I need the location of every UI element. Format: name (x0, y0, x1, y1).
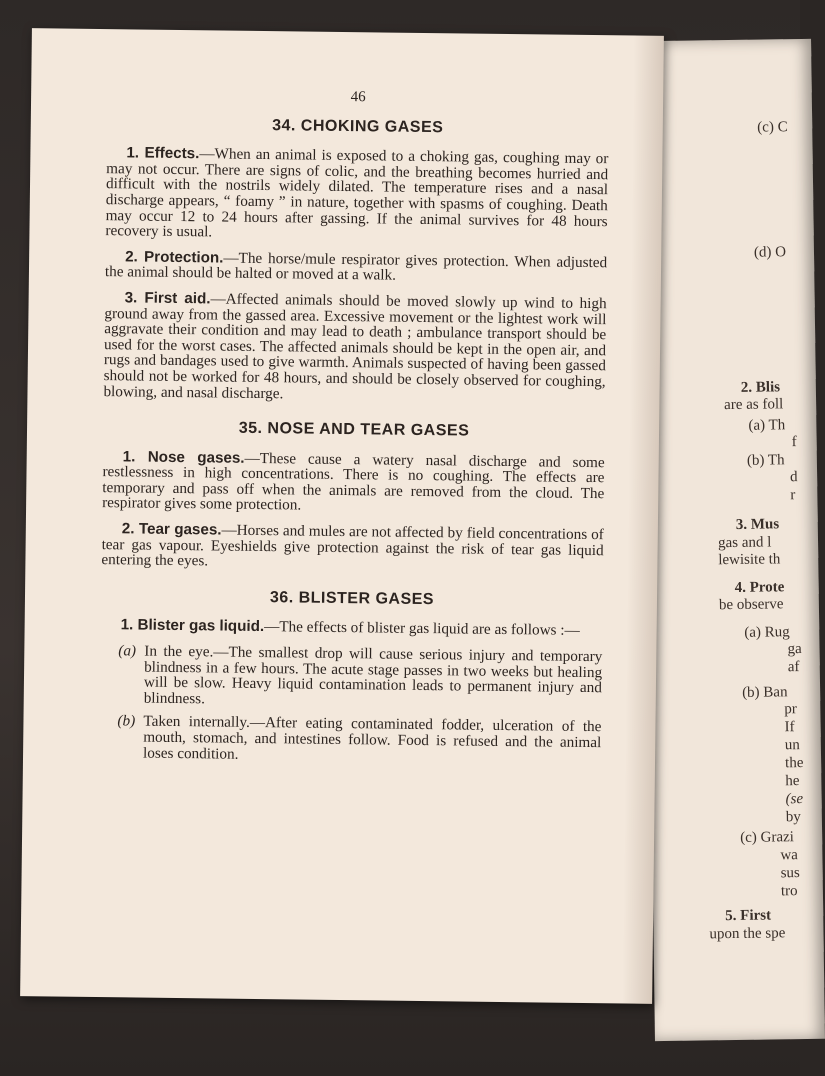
facing-fragment: un (784, 737, 800, 754)
facing-page (641, 39, 825, 1041)
facing-fragment: (d) O (753, 244, 787, 261)
list-item (100, 643, 603, 712)
paragraph-text: —The horse/mule respirator gives protection. When adjusted the animal should be halted or moved at a walk. (104, 249, 608, 284)
facing-fragment: 2. Blis (740, 379, 781, 396)
facing-fragment: by (785, 809, 801, 826)
facing-fragment: gas and l (717, 534, 772, 552)
facing-fragment: (b) Th (746, 452, 785, 469)
facing-fragment: 5. First (725, 907, 772, 925)
facing-fragment: 4. Prote (734, 579, 785, 596)
facing-fragment: (se (785, 791, 804, 808)
list-item-label: (a) (118, 642, 137, 660)
paragraph-tear-gases (101, 521, 604, 574)
facing-fragment: wa (780, 847, 799, 864)
facing-fragment: If (784, 719, 795, 736)
paragraph-effects (105, 145, 608, 245)
facing-fragment: (a) Rug (744, 624, 790, 641)
facing-fragment: d (790, 469, 798, 486)
facing-fragment: he (785, 773, 800, 790)
facing-fragment: be observe (718, 596, 784, 614)
list-item (99, 713, 602, 766)
paragraph-nose-gases (102, 449, 605, 518)
facing-fragment: (a) Th (748, 417, 786, 434)
list-item-text: In the eye.—The smallest drop will cause serious injury and temporary blindness in a few hours. The acute stage passes in two weeks but healing will be slow. Heavy liquid contamination leads to permanent injury and blindness. (143, 642, 603, 708)
paragraph-lead: 2. Protection. (125, 248, 224, 267)
section-heading-nose-tear-gases: 35. NOSE AND TEAR GASES (238, 419, 470, 440)
paragraph-text: —Affected animals should be moved slowly up wind to high ground away from the gassed area. Excessive movement or the lightest work will aggravate their condition and may lead to death ; ambulance transport should be used for the worst cases. The affected animals should be kept in the open air, and rugs and bandages used to give warmth. Animals suspected of having been gassed should not be worked for 48 hours, and should be closely observed for coughing, blowing, and nasal discharge. (103, 290, 607, 402)
section-heading-blister-gases: 36. BLISTER GASES (269, 588, 435, 608)
list-item-label: (b) (117, 712, 136, 730)
paragraph-protection (105, 249, 607, 286)
page-number: 46 (350, 89, 366, 106)
facing-fragment: lewisite th (718, 551, 781, 569)
facing-fragment: (c) C (757, 119, 788, 136)
facing-fragment: (c) Grazi (740, 829, 794, 846)
paragraph-text: —These cause a watery nasal discharge and some restlessness in high concentrations. There is no coughing. The effects are temporary and pass off when the animals are removed from the cloud. The respirator gives some protection. (102, 449, 605, 514)
facing-fragment: r (790, 487, 796, 504)
facing-fragment: ga (787, 641, 802, 658)
paragraph-lead: 1. Effects. (126, 144, 200, 163)
facing-fragment: tro (780, 883, 798, 900)
page-content (99, 87, 609, 774)
facing-fragment: af (787, 659, 800, 676)
facing-fragment: sus (780, 865, 800, 882)
facing-fragment: the (785, 755, 804, 772)
paragraph-lead: 3. First aid. (124, 289, 211, 308)
paragraph-first-aid (103, 290, 606, 405)
facing-fragment: (b) Ban (742, 684, 788, 701)
paragraph-blister-liquid (101, 617, 603, 639)
paragraph-text: —The effects of blister gas liquid are as follows :— (264, 618, 580, 640)
facing-fragment: upon the spe (709, 925, 786, 943)
document-page (20, 28, 664, 1004)
paragraph-lead: 1. Blister gas liquid. (120, 616, 265, 636)
paragraph-lead: 1. Nose gases. (122, 448, 245, 467)
list-item-text: Taken internally.—After eating contaminated fodder, ulceration of the mouth, stomach, and intestines follow. Food is refused and the animal loses condition. (142, 712, 602, 763)
paragraph-text: —Horses and mules are not affected by field concentrations of tear gas vapour. Eyeshields give protection against the risk of tear gas liquid entering the eyes. (101, 521, 604, 570)
section-heading-choking-gases: 34. CHOKING GASES (272, 116, 444, 136)
paragraph-lead: 2. Tear gases. (121, 520, 222, 539)
facing-fragment: 3. Mus (735, 516, 780, 533)
facing-fragment: f (791, 434, 797, 451)
paragraph-text: —When an animal is exposed to a choking gas, coughing may or may not occur. There are signs of colic, and the breathing becomes hurried and difficult with the nostrils widely dilated. The temperature rises and a nasal discharge appears, “ foamy ” in nature, together with spasms of coughing. Death may occur 12 to 24 hours after gassing. If the animal survives for 48 hours recovery is usual. (105, 145, 609, 241)
facing-fragment: pr (784, 701, 797, 718)
facing-fragment: are as foll (724, 396, 784, 414)
